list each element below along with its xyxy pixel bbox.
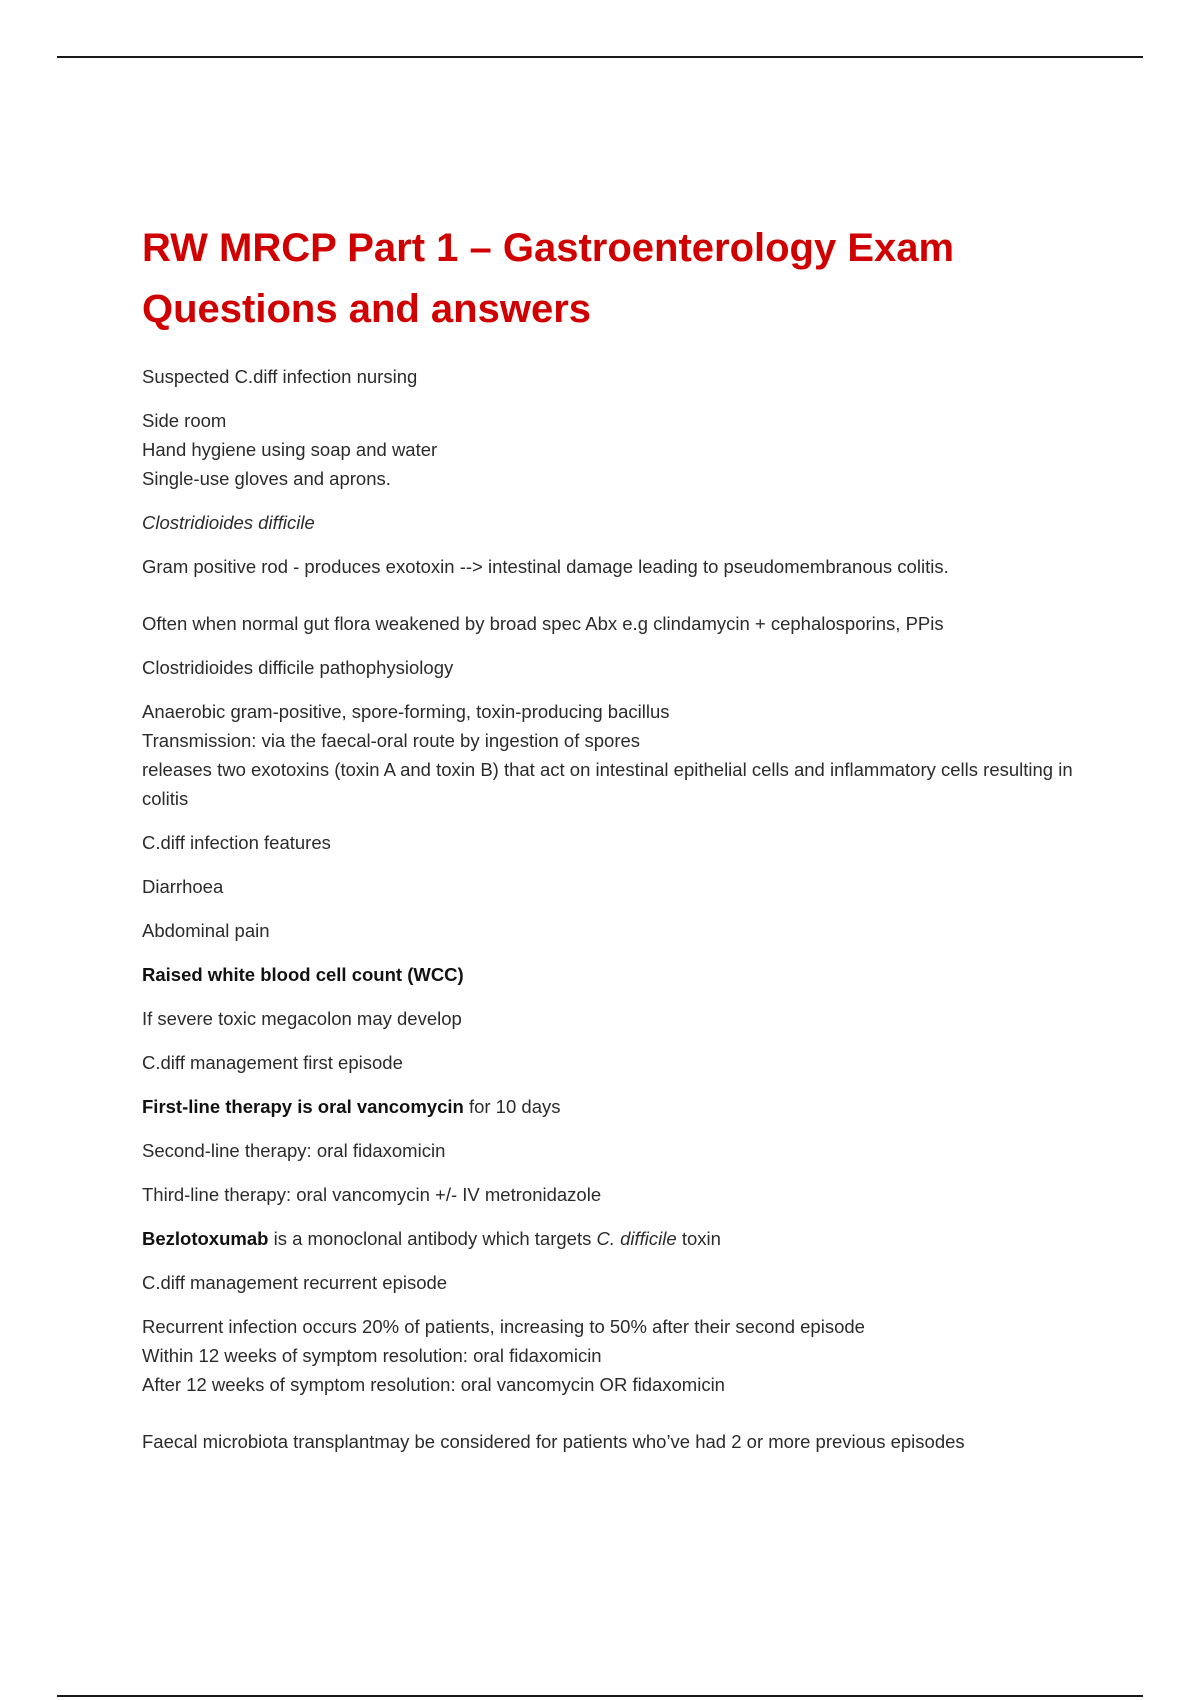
question-features: C.diff infection features bbox=[142, 832, 331, 853]
answer-line: Side room bbox=[142, 410, 227, 431]
answer-text: for 10 days bbox=[463, 1096, 561, 1117]
answer-line: Recurrent infection occurs 20% of patients, increasing to 50% after their second episode bbox=[142, 1316, 865, 1337]
answer-line: Third-line therapy: oral vancomycin +/- IV metronidazole bbox=[142, 1184, 602, 1205]
question-pathophysiology: Clostridioides difficile pathophysiology bbox=[142, 657, 454, 678]
answer-line bbox=[142, 1092, 1082, 1121]
question-nursing: Suspected C.diff infection nursing bbox=[142, 366, 418, 387]
document-title bbox=[142, 218, 1082, 340]
footer-rule bbox=[57, 1695, 1143, 1697]
question-recurrent: C.diff management recurrent episode bbox=[142, 1272, 448, 1293]
answer-line: Faecal microbiota transplantmay be considered for patients who’ve had 2 or more previous episodes bbox=[142, 1431, 965, 1452]
answer-text: toxin bbox=[676, 1228, 721, 1249]
bold-text: Raised white blood cell count (WCC) bbox=[142, 964, 464, 985]
answer-line-bold bbox=[142, 960, 1082, 989]
question-first-episode: C.diff management first episode bbox=[142, 1052, 403, 1073]
answer-line: After 12 weeks of symptom resolution: oral vancomycin OR fidaxomicin bbox=[142, 1374, 725, 1395]
bold-text: Bezlotoxumab bbox=[142, 1228, 269, 1249]
answer-line: Second-line therapy: oral fidaxomicin bbox=[142, 1140, 446, 1161]
answer-line: Within 12 weeks of symptom resolution: oral fidaxomicin bbox=[142, 1345, 602, 1366]
answer-line: Single-use gloves and aprons. bbox=[142, 468, 391, 489]
answer-line: Gram positive rod - produces exotoxin --> intestinal damage leading to pseudomembranous colitis. bbox=[142, 556, 949, 577]
answer-text: is a monoclonal antibody which targets bbox=[268, 1228, 597, 1249]
answer-line: releases two exotoxins (toxin A and toxin B) that act on intestinal epithelial cells and inflammatory cells resulting in colitis bbox=[142, 759, 1073, 809]
document-body bbox=[142, 218, 1082, 1456]
answer-line bbox=[142, 1224, 1082, 1253]
answer-line: If severe toxic megacolon may develop bbox=[142, 1008, 462, 1029]
answer-line: Anaerobic gram-positive, spore-forming, toxin-producing bacillus bbox=[142, 701, 670, 722]
answer-line: Abdominal pain bbox=[142, 920, 270, 941]
header-rule bbox=[57, 56, 1143, 58]
answer-line: Often when normal gut flora weakened by broad spec Abx e.g clindamycin + cephalosporins, PPis bbox=[142, 613, 944, 634]
question-cdiff: Clostridioides difficile bbox=[142, 512, 315, 533]
bold-text: First-line therapy is oral vancomycin bbox=[142, 1096, 464, 1117]
answer-line: Transmission: via the faecal-oral route by ingestion of spores bbox=[142, 730, 641, 751]
title-line-1: RW MRCP Part 1 – Gastroenterology Exam bbox=[142, 226, 955, 270]
answer-line: Diarrhoea bbox=[142, 876, 224, 897]
italic-text: C. difficile bbox=[596, 1228, 677, 1249]
title-line-2: Questions and answers bbox=[142, 287, 592, 331]
answer-line: Hand hygiene using soap and water bbox=[142, 439, 438, 460]
